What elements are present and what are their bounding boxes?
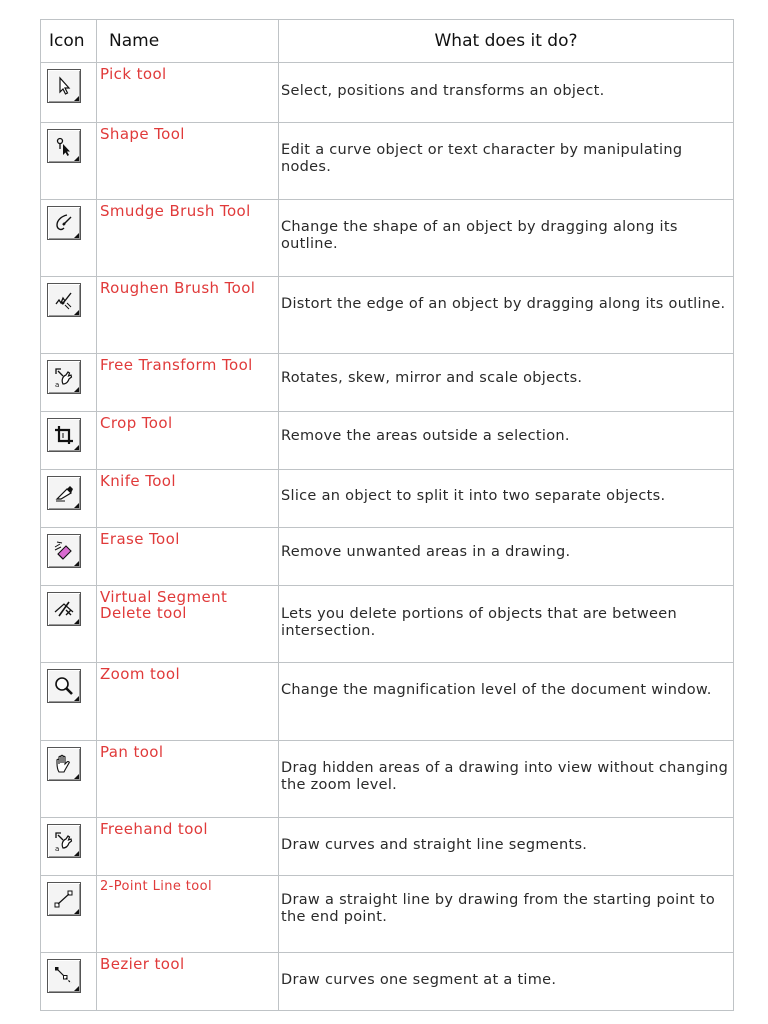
header-icon: Icon: [41, 20, 97, 63]
two-point-line-icon: [47, 882, 81, 916]
roughen-brush-icon: [47, 283, 81, 317]
table-row: [41, 663, 734, 741]
shape-icon: [47, 129, 81, 163]
zoom-icon: [47, 669, 81, 703]
crop-icon: [47, 418, 81, 452]
tool-name: Zoom tool: [100, 665, 181, 683]
virtual-segment-delete-icon: [47, 592, 81, 626]
smudge-brush-icon: [47, 206, 81, 240]
tools-table: [40, 19, 734, 1011]
tool-name: Erase Tool: [100, 530, 180, 548]
tool-name: Knife Tool: [100, 472, 176, 490]
tool-description: Draw a straight line by drawing from the starting point to the end point.: [281, 892, 715, 925]
table-row: [41, 354, 734, 412]
tool-name: Pan tool: [100, 743, 164, 761]
tool-description: Remove unwanted areas in a drawing.: [281, 544, 571, 560]
table-header-row: [41, 20, 734, 63]
table-row: [41, 470, 734, 528]
table-row: [41, 528, 734, 586]
tool-name: Smudge Brush Tool: [100, 202, 251, 220]
tool-description: Distort the edge of an object by dragging along its outline.: [281, 296, 726, 312]
tool-name: 2-Point Line tool: [100, 879, 213, 894]
free-transform-icon: [47, 360, 81, 394]
knife-icon: [47, 476, 81, 510]
tool-name: Virtual Segment Delete tool: [100, 588, 228, 622]
freehand-icon: [47, 824, 81, 858]
tool-name: Free Transform Tool: [100, 356, 253, 374]
tool-description: Lets you delete portions of objects that are between intersection.: [281, 606, 677, 639]
table-row: [41, 63, 734, 123]
bezier-icon: [47, 959, 81, 993]
table-row: [41, 277, 734, 354]
table-row: [41, 876, 734, 953]
table-row: [41, 123, 734, 200]
eraser-icon: [47, 534, 81, 568]
table-row: [41, 741, 734, 818]
tool-description: Change the magnification level of the document window.: [281, 682, 712, 698]
table-row: [41, 586, 734, 663]
tool-name: Crop Tool: [100, 414, 173, 432]
header-description: What does it do?: [279, 20, 734, 63]
tool-name: Pick tool: [100, 65, 167, 83]
pan-hand-icon: [47, 747, 81, 781]
table-row: [41, 953, 734, 1011]
tool-description: Drag hidden areas of a drawing into view without changing the zoom level.: [281, 760, 729, 793]
table-row: [41, 818, 734, 876]
tool-name: Freehand tool: [100, 820, 208, 838]
svg-text:a: a: [55, 381, 60, 389]
header-name: Name: [97, 20, 279, 63]
tool-description: Draw curves one segment at a time.: [281, 972, 557, 988]
svg-text:a: a: [55, 845, 60, 853]
tool-description: Select, positions and transforms an object.: [281, 83, 605, 99]
tool-name: Shape Tool: [100, 125, 185, 143]
table-row: [41, 412, 734, 470]
table-row: [41, 200, 734, 277]
tool-description: Remove the areas outside a selection.: [281, 428, 570, 444]
tool-name: Bezier tool: [100, 955, 185, 973]
tool-name: Roughen Brush Tool: [100, 279, 256, 297]
tool-description: Change the shape of an object by dragging along its outline.: [281, 219, 678, 252]
pick-icon: [47, 69, 81, 103]
tool-description: Rotates, skew, mirror and scale objects.: [281, 370, 583, 386]
tool-description: Slice an object to split it into two separate objects.: [281, 488, 666, 504]
tool-description: Draw curves and straight line segments.: [281, 837, 588, 853]
tool-description: Edit a curve object or text character by manipulating nodes.: [281, 142, 683, 175]
